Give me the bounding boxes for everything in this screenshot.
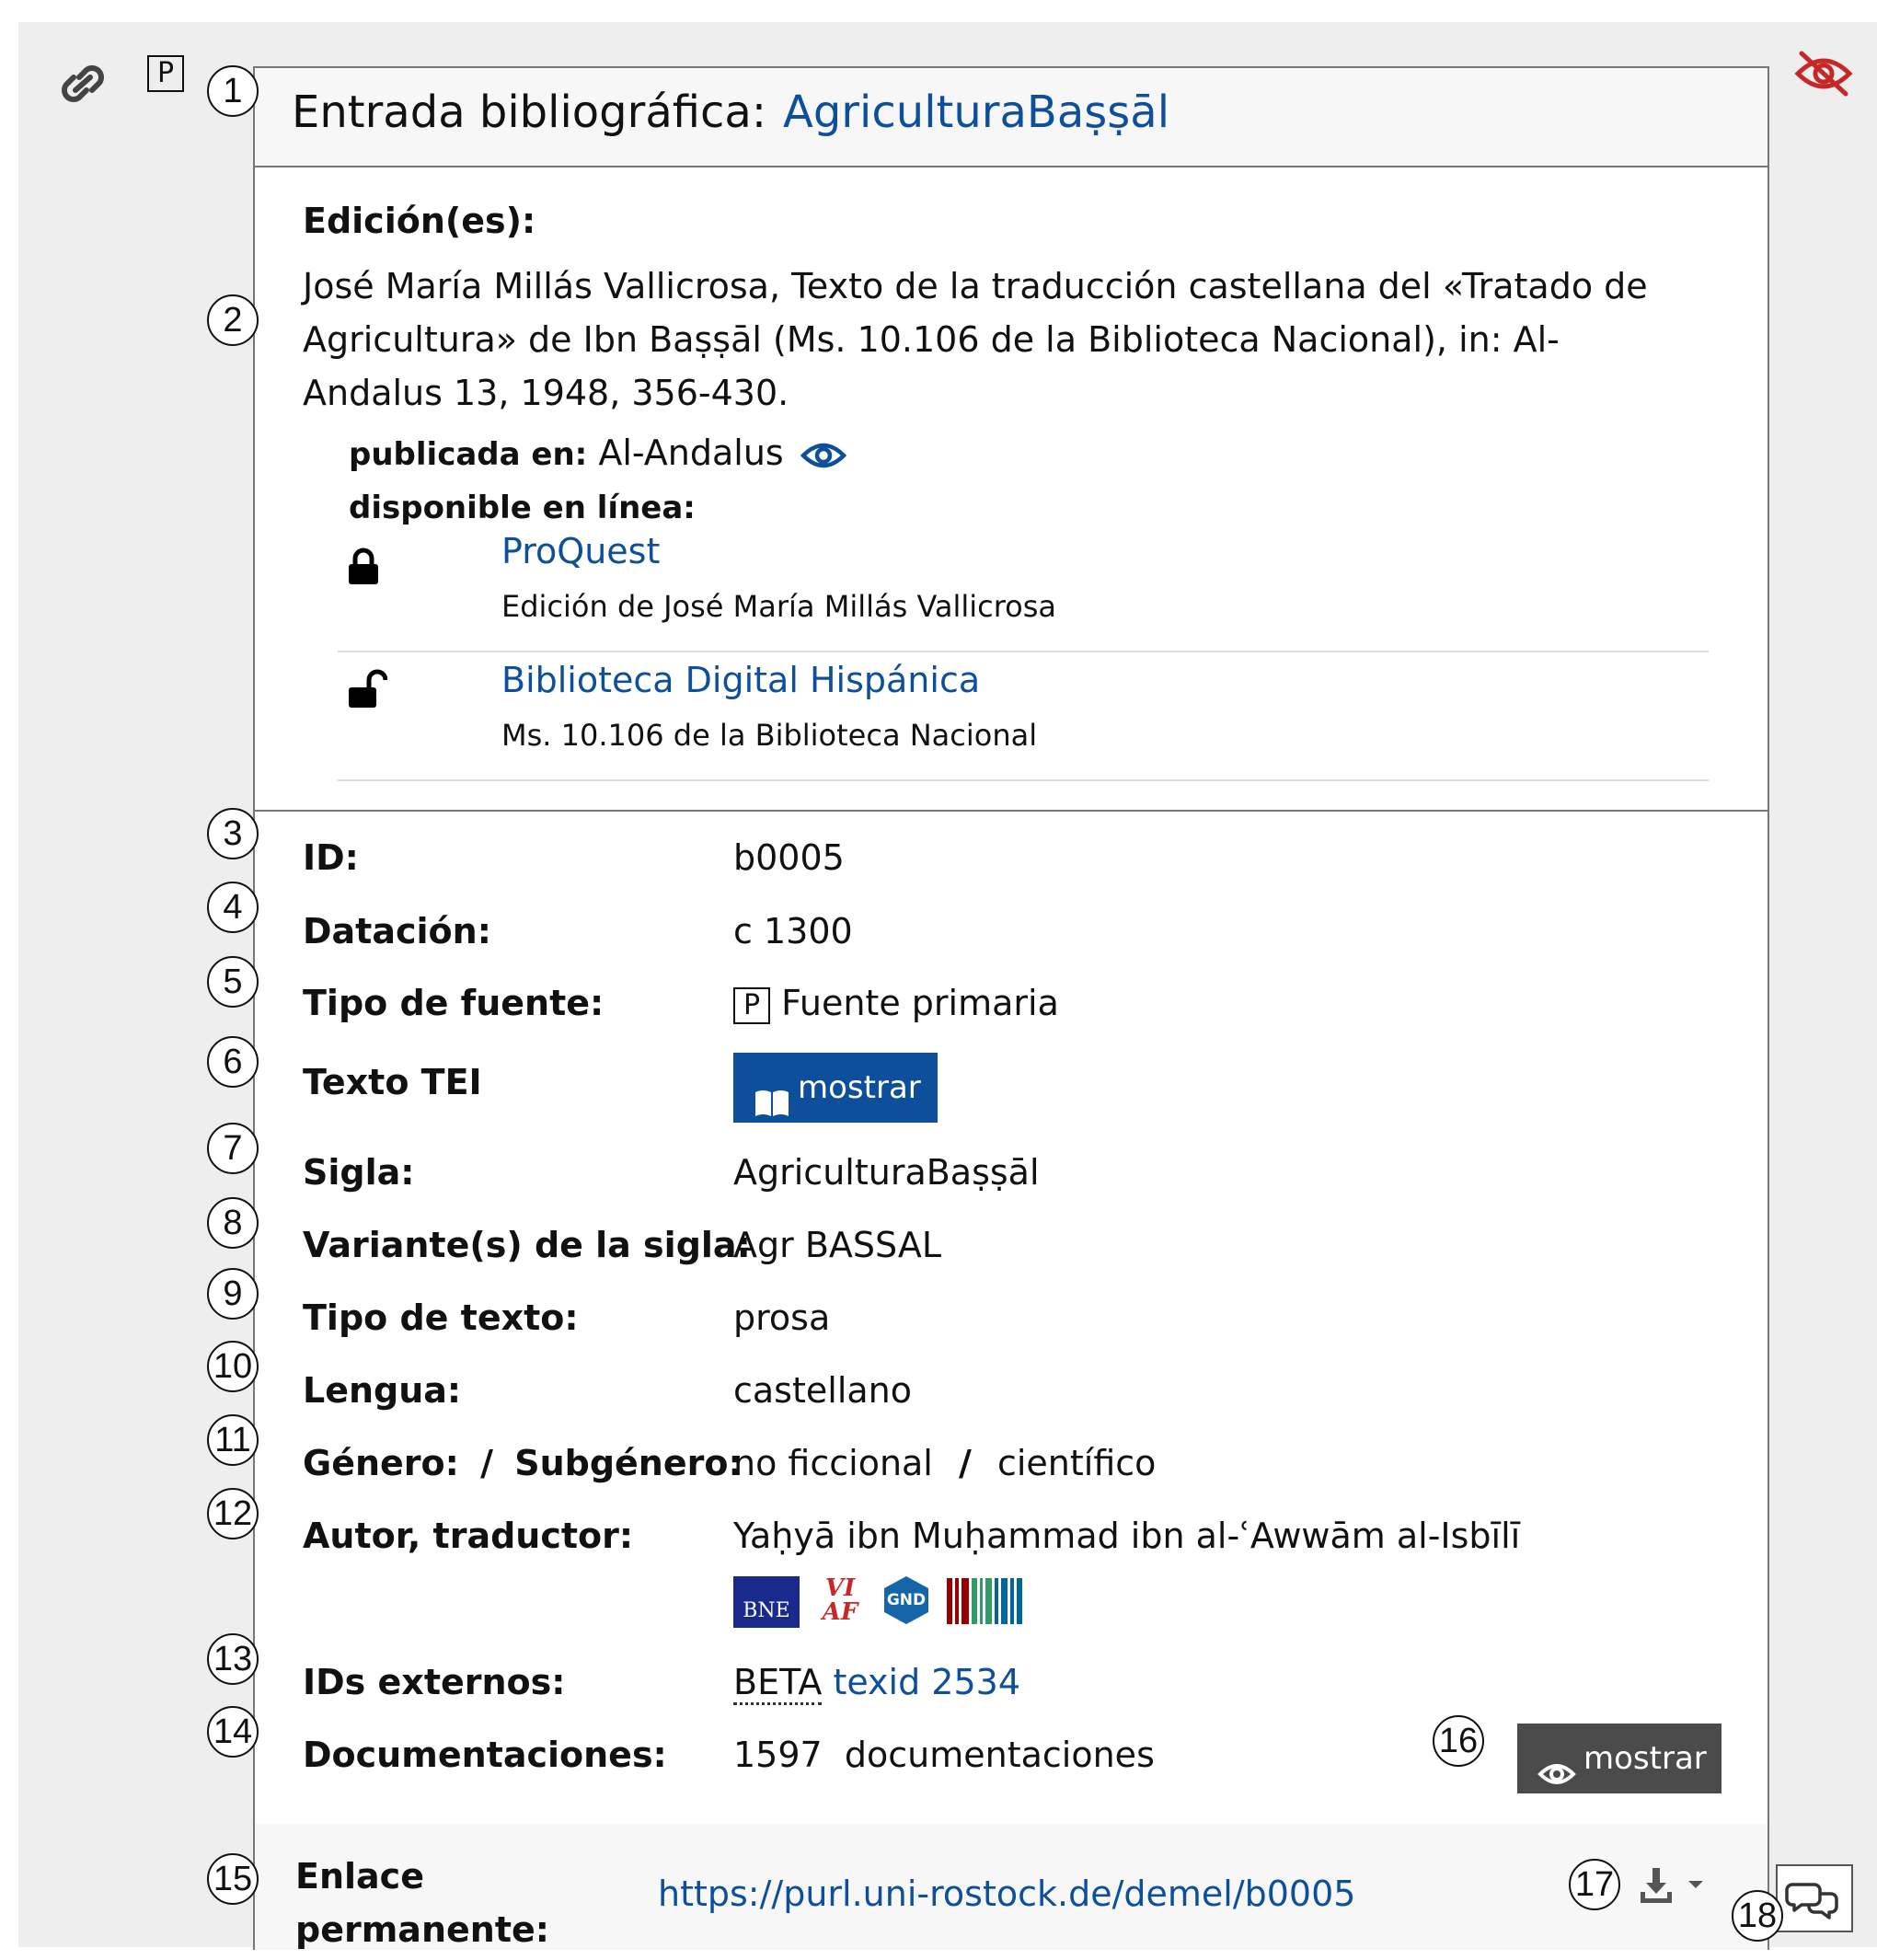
row-text-type [255, 1292, 1768, 1356]
primary-source-badge: P [733, 987, 770, 1024]
online-desc: Edición de José María Millás Vallicrosa [501, 589, 1057, 624]
external-ids-label: IDs externos: [303, 1662, 566, 1702]
dating-label: Datación: [303, 911, 491, 951]
permalink-section [255, 1824, 1768, 1950]
variants-label: Variante(s) de la sigla: [303, 1225, 751, 1265]
viaf-logo-line2: AF [822, 1598, 858, 1626]
permalink-label [295, 1850, 549, 1956]
edition-section [255, 167, 1768, 812]
row-source-type [255, 977, 1768, 1042]
author-value: Yaḥyā ibn Muḥammad ibn al-ʿAwwām al-Isbīlī [733, 1516, 1521, 1556]
genre-value-text: no ficcional [733, 1443, 933, 1483]
tei-label: Texto TEI [303, 1062, 482, 1102]
documentations-count: 1597 [733, 1735, 823, 1775]
online-desc: Ms. 10.106 de la Biblioteca Nacional [501, 718, 1038, 753]
lock-open-icon [347, 669, 387, 711]
annotation-marker-13: 13 [207, 1633, 259, 1685]
chat-icon [1778, 1866, 1851, 1931]
language-label: Lengua: [303, 1370, 462, 1411]
gnd-logo[interactable] [881, 1574, 932, 1626]
annotation-marker-10: 10 [207, 1341, 259, 1392]
comments-button[interactable] [1776, 1864, 1853, 1932]
documentations-value [733, 1729, 1155, 1781]
eye-icon[interactable] [800, 437, 846, 474]
row-dating [255, 905, 1768, 970]
online-item [338, 531, 1709, 652]
genre-slash: / [480, 1443, 493, 1483]
lock-closed-icon [347, 548, 380, 586]
documentations-word: documentaciones [844, 1735, 1155, 1775]
row-variants [255, 1219, 1768, 1284]
source-type-text: Fuente primaria [781, 983, 1059, 1023]
eye-slash-icon[interactable] [1792, 48, 1855, 99]
variants-value: Agr BASSAL [733, 1225, 941, 1265]
annotation-marker-5: 5 [207, 956, 259, 1008]
row-author [255, 1510, 1768, 1626]
genre-label [303, 1437, 743, 1489]
author-label: Autor, traductor: [303, 1516, 634, 1556]
subgenre-value-text: científico [996, 1443, 1157, 1483]
annotation-marker-11: 11 [207, 1414, 259, 1466]
row-sigla [255, 1147, 1768, 1211]
published-label: publicada en: [349, 436, 588, 473]
text-type-label: Tipo de texto: [303, 1297, 579, 1338]
id-label: ID: [303, 837, 359, 878]
id-value: b0005 [733, 837, 845, 878]
annotation-marker-12: 12 [207, 1488, 259, 1539]
annotation-marker-4: 4 [207, 882, 259, 933]
edition-label: Edición(es): [303, 201, 536, 241]
annotation-marker-17: 17 [1569, 1859, 1620, 1910]
entry-header [255, 68, 1768, 167]
tei-button-label: mostrar [798, 1069, 921, 1106]
annotation-marker-6: 6 [207, 1036, 259, 1088]
gnd-logo-text: GND [886, 1591, 927, 1609]
online-item [338, 660, 1709, 781]
source-type-label: Tipo de fuente: [303, 983, 605, 1023]
wikidata-logo[interactable] [947, 1574, 1024, 1626]
text-type-value: prosa [733, 1297, 831, 1338]
subgenre-label-text: Subgénero: [514, 1443, 743, 1483]
annotation-marker-9: 9 [207, 1268, 259, 1320]
genre-value-slash: / [958, 1443, 972, 1483]
bibliographic-entry-card [253, 66, 1769, 1950]
row-language [255, 1365, 1768, 1429]
genre-label-text: Género: [303, 1443, 459, 1483]
row-id [255, 832, 1768, 896]
beta-abbr: BETA [733, 1662, 822, 1705]
annotation-marker-1: 1 [207, 65, 259, 117]
row-genre [255, 1437, 1768, 1502]
page-background [18, 22, 1877, 1950]
online-link-bdh[interactable]: Biblioteca Digital Hispánica [501, 660, 981, 700]
eye-icon [1537, 1744, 1576, 1773]
title-label: Entrada bibliográfica: [292, 86, 766, 138]
external-ids-value [733, 1656, 1020, 1708]
sigla-value: AgriculturaBaṣṣāl [733, 1152, 1040, 1193]
annotation-marker-3: 3 [207, 808, 259, 859]
online-link-proquest[interactable]: ProQuest [501, 531, 661, 571]
documentations-label: Documentaciones: [303, 1735, 667, 1775]
language-value: castellano [733, 1370, 912, 1411]
title-sigla-link[interactable]: AgriculturaBaṣṣāl [783, 86, 1170, 138]
primary-source-badge[interactable]: P [147, 55, 184, 92]
annotation-marker-18: 18 [1732, 1890, 1783, 1942]
documentations-button-label: mostrar [1583, 1740, 1707, 1777]
genre-value [733, 1437, 1156, 1489]
annotation-marker-2: 2 [207, 294, 259, 346]
permalink-label-line2: permanente: [295, 1909, 549, 1950]
download-icon[interactable] [1637, 1864, 1710, 1910]
annotation-marker-16: 16 [1433, 1715, 1484, 1767]
tei-show-button[interactable] [733, 1053, 938, 1123]
link-icon[interactable] [55, 61, 110, 107]
dating-value: c 1300 [733, 911, 853, 951]
bne-logo[interactable]: BNE [733, 1576, 800, 1628]
edition-text: José María Millás Vallicrosa, Texto de la traducción castellana del «Tratado de Agricultura» de Ibn Baṣṣāl (Ms. 10.106 de la Biblioteca Nacional), in: Al-Andalus 13, 1948, 356-430. [303, 266, 1648, 413]
annotation-marker-15: 15 [207, 1853, 259, 1905]
book-icon [754, 1073, 790, 1102]
published-in [349, 432, 846, 474]
page-title [292, 85, 1169, 140]
viaf-logo[interactable] [812, 1573, 868, 1628]
sigla-label: Sigla: [303, 1152, 415, 1193]
online-label: disponible en línea: [349, 490, 696, 526]
annotation-marker-7: 7 [207, 1123, 259, 1174]
row-external-ids [255, 1656, 1768, 1721]
annotation-marker-8: 8 [207, 1197, 259, 1249]
beta-texid-link[interactable]: texid 2534 [833, 1662, 1021, 1702]
source-type-value [733, 977, 1059, 1029]
permalink-label-line1: Enlace [295, 1856, 424, 1897]
published-value: Al-Andalus [598, 432, 784, 473]
permalink-url[interactable]: https://purl.uni-rostock.de/demel/b0005 [658, 1874, 1356, 1914]
annotation-marker-14: 14 [207, 1706, 259, 1758]
row-tei [255, 1056, 1768, 1130]
row-documentations [255, 1729, 1768, 1812]
documentations-show-button[interactable] [1517, 1724, 1722, 1793]
viaf-logo-line1: VI [824, 1574, 856, 1602]
